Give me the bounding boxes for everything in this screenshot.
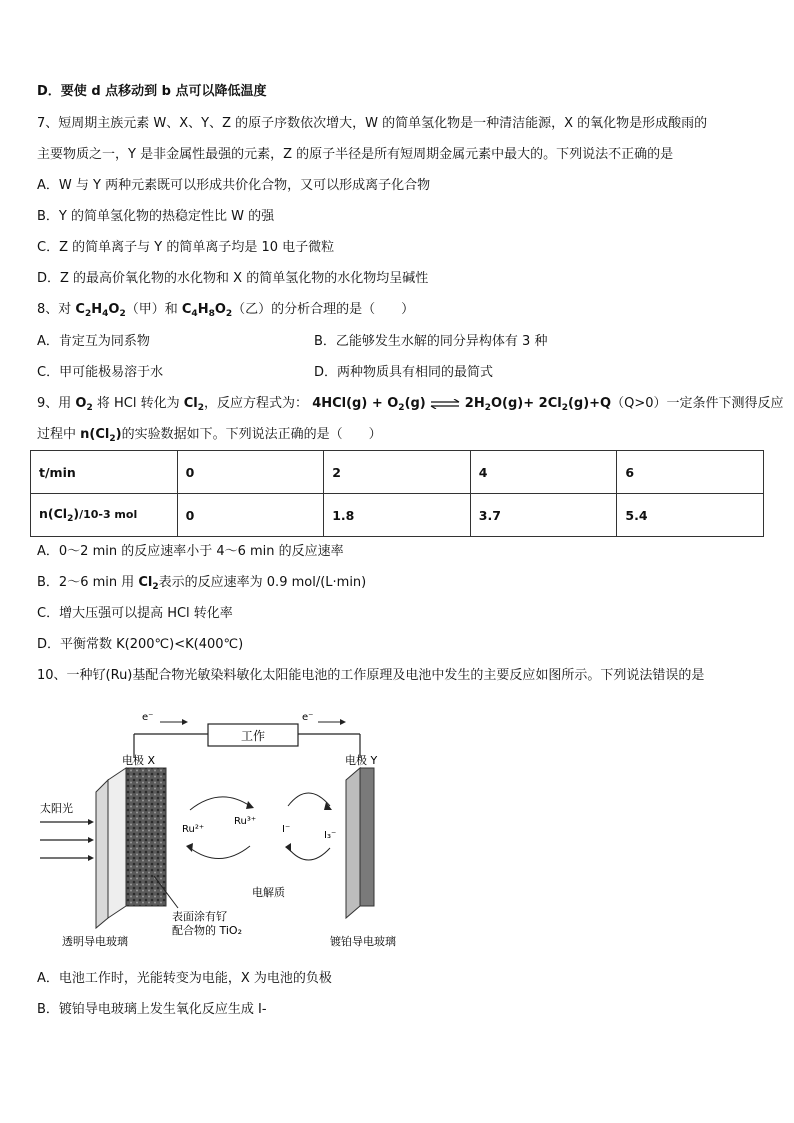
formula-c4h8o2: $C_4H_8O_2$	[181, 302, 233, 319]
iodide-label: I⁻	[282, 824, 291, 835]
q8-option-b: B．乙能够发生水解的同分异构体有 3 种	[314, 334, 548, 349]
q8-option-d: D．两种物质具有相同的最简式	[314, 365, 494, 380]
glass-left-label: 透明导电玻璃	[62, 935, 128, 948]
table-header-cell: t/min	[31, 451, 178, 494]
table-row-label: $n(Cl_2)/10-3$ mol	[31, 494, 178, 537]
sunlight-label: 太阳光	[40, 802, 73, 815]
q7-option-b: B．Y 的简单氢化物的热稳定性比 W 的强	[37, 209, 275, 224]
q9-stem-line1: 9、用 $O_2$ 将 HCl 转化为 $Cl_2$，反应方程式为： $4HCl(g) + O_2(g)$ $2H_2O(g)+ 2Cl_2(g)+Q(Q>0)$一定条件下测得反应	[37, 396, 784, 413]
q9-stem-line2: 过程中 $n(Cl_2)$的实验数据如下。下列说法正确的是（ ）	[37, 427, 382, 444]
electron-label-left: e⁻	[142, 712, 154, 723]
q9-option-d: D．平衡常数 K(200℃)<K(400℃)	[37, 637, 244, 652]
q7-stem-line2: 主要物质之一，Y 是非金属性最强的元素，Z 的原子半径是所有短周期金属元素中最大的。下列说法不正确的是	[37, 147, 674, 162]
work-label: 工作	[240, 729, 266, 743]
q7-option-c: C．Z 的简单离子与 Y 的简单离子均是 10 电子微粒	[37, 240, 335, 255]
electrolyte-label: 电解质	[252, 886, 285, 899]
coating-label-1: 表面涂有钌	[172, 910, 227, 923]
q10-option-a: A．电池工作时，光能转变为电能，X 为电池的负极	[37, 971, 332, 986]
table-header-cell: 2	[324, 451, 471, 494]
table-header-cell: 0	[177, 451, 324, 494]
q7-stem-line1: 7、短周期主族元素 W、X、Y、Z 的原子序数依次增大，W 的简单氢化物是一种清洁能源，X 的氧化物是形成酸雨的	[37, 116, 708, 131]
platinum-electrode	[360, 768, 374, 906]
ru2-label: Ru²⁺	[182, 824, 205, 835]
q9-option-c: C．增大压强可以提高 HCl 转化率	[37, 606, 233, 621]
solar-cell-diagram	[30, 700, 430, 955]
electrode-x-label: 电极 X	[122, 754, 156, 767]
table-cell: 1.8	[324, 494, 471, 537]
table-row	[31, 494, 764, 537]
reaction-equation: $4HCl(g) + O_2(g)$ $2H_2O(g)+ 2Cl_2(g)+Q$	[312, 396, 612, 413]
table-row	[31, 451, 764, 494]
q8-option-a: A．肯定互为同系物	[37, 334, 150, 349]
table-cell: 5.4	[617, 494, 764, 537]
data-table	[30, 450, 764, 537]
ru3-label: Ru³⁺	[234, 816, 257, 827]
reversible-arrow-icon	[430, 399, 460, 409]
q8-stem: 8、对 $C_2H_4O_2$（甲）和 $C_4H_8O_2$（乙）的分析合理的是（ ）	[37, 302, 415, 319]
q7-option-a: A．W 与 Y 两种元素既可以形成共价化合物，又可以形成离子化合物	[37, 178, 431, 193]
electrode-y-label: 电极 Y	[345, 754, 378, 767]
q7-option-d: D．Z 的最高价氧化物的水化物和 X 的简单氢化物的水化物均呈碱性	[37, 271, 429, 286]
q8-option-c: C．甲可能极易溶于水	[37, 365, 164, 380]
table-cell: 0	[177, 494, 324, 537]
formula-c2h4o2: $C_2H_4O_2$	[75, 302, 126, 319]
q9-option-a: A．0～2 min 的反应速率小于 4～6 min 的反应速率	[37, 544, 344, 559]
q10-stem: 10、一种钌(Ru)基配合物光敏染料敏化太阳能电池的工作原理及电池中发生的主要反应如图所示。下列说法错误的是	[37, 668, 705, 683]
table-header-cell: 4	[470, 451, 617, 494]
q9-option-b: B．2～6 min 用 $Cl_2$表示的反应速率为 0.9 mol/(L·min)	[37, 575, 367, 592]
table-cell: 3.7	[470, 494, 617, 537]
triiodide-label: I₃⁻	[324, 830, 337, 841]
electron-label-right: e⁻	[302, 712, 314, 723]
tio2-layer	[126, 768, 166, 906]
glass-right-label: 镀铂导电玻璃	[330, 935, 396, 948]
coating-label-2: 配合物的 TiO₂	[172, 924, 243, 937]
q10-option-b: B．镀铂导电玻璃上发生氧化反应生成 I-	[37, 1002, 267, 1017]
table-header-cell: 6	[617, 451, 764, 494]
q6-option-d: D．要使 d 点移动到 b 点可以降低温度	[37, 84, 267, 99]
